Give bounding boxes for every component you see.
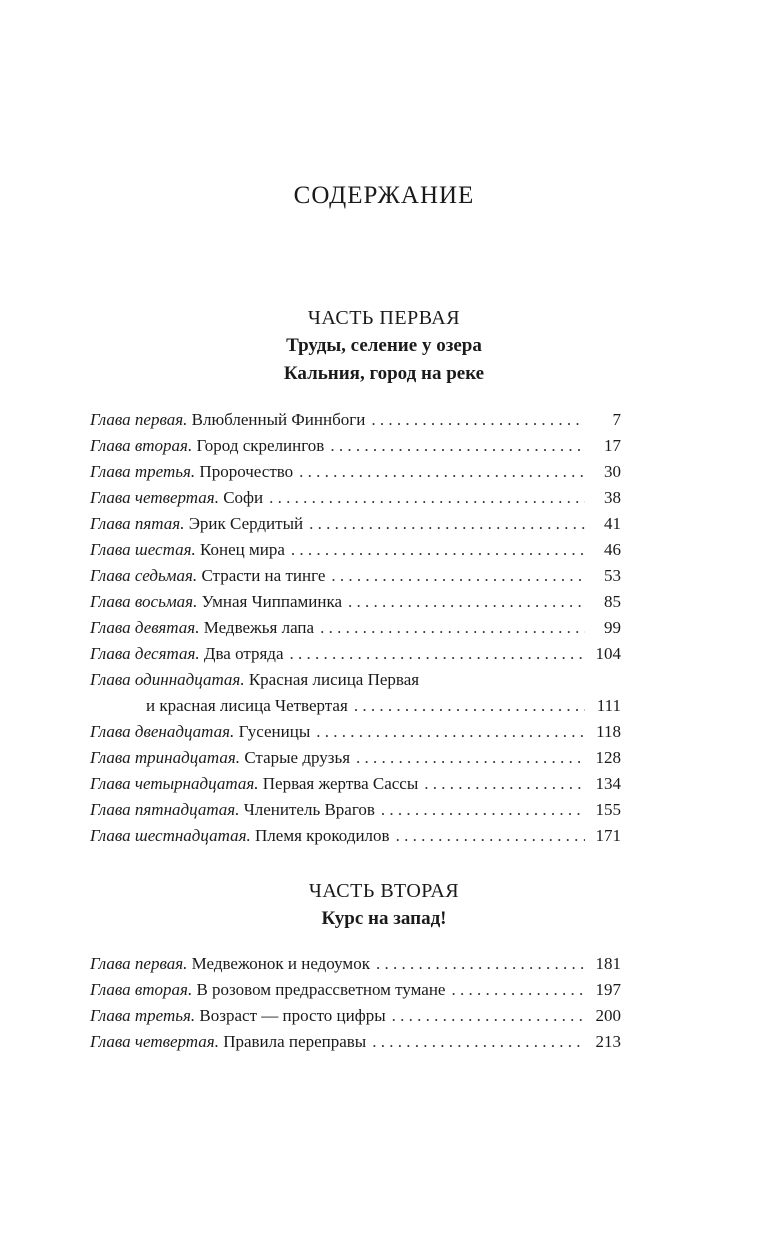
chapter-title: Два отряда bbox=[203, 644, 284, 663]
toc-entry[interactable] bbox=[90, 719, 621, 745]
dot-leader bbox=[291, 537, 585, 563]
page-number: 85 bbox=[604, 592, 621, 611]
page-number: 104 bbox=[595, 644, 621, 663]
toc-entry[interactable] bbox=[90, 485, 621, 511]
chapter-prefix: Глава вторая. bbox=[90, 436, 193, 455]
part-one-chapter-list bbox=[90, 407, 621, 849]
toc-entry[interactable] bbox=[90, 589, 621, 615]
toc-entry[interactable] bbox=[90, 771, 621, 797]
page-number: 7 bbox=[612, 410, 621, 429]
part-one-subtitle-2: Кальния, город на реке bbox=[283, 363, 485, 384]
chapter-title: Конец мира bbox=[200, 540, 285, 559]
toc-entry[interactable] bbox=[90, 977, 621, 1003]
chapter-prefix: Глава первая. bbox=[90, 954, 188, 973]
part-two-heading bbox=[0, 877, 768, 933]
chapter-prefix: Глава седьмая. bbox=[90, 566, 198, 585]
toc-entry[interactable] bbox=[90, 823, 621, 849]
dot-leader bbox=[348, 589, 585, 615]
chapter-prefix: Глава вторая. bbox=[90, 980, 193, 999]
chapter-prefix: Глава четырнадцатая. bbox=[90, 774, 259, 793]
dot-leader bbox=[309, 511, 585, 537]
chapter-title: Страсти на тинге bbox=[201, 566, 326, 585]
chapter-prefix: Глава девятая. bbox=[90, 618, 200, 637]
chapter-title: Гусеницы bbox=[238, 722, 311, 741]
dot-leader bbox=[354, 693, 585, 719]
chapter-title: Город скрелингов bbox=[196, 436, 325, 455]
toc-entry[interactable] bbox=[90, 537, 621, 563]
dot-leader bbox=[330, 433, 585, 459]
chapter-prefix: Глава восьмая. bbox=[90, 592, 198, 611]
chapter-title: В розовом предрассветном тумане bbox=[196, 980, 446, 999]
dot-leader bbox=[392, 1003, 585, 1029]
page-number: 30 bbox=[604, 462, 621, 481]
page-number: 128 bbox=[595, 748, 621, 767]
dot-leader bbox=[376, 951, 585, 977]
chapter-title: Медвежья лапа bbox=[203, 618, 315, 637]
part-one-label: ЧАСТЬ ПЕРВАЯ bbox=[307, 307, 461, 329]
chapter-title: Пророчество bbox=[199, 462, 294, 481]
page-number: 17 bbox=[604, 436, 621, 455]
dot-leader bbox=[290, 641, 586, 667]
chapter-title: Эрик Сердитый bbox=[188, 514, 304, 533]
part-two-label: ЧАСТЬ ВТОРАЯ bbox=[308, 880, 460, 902]
dot-leader bbox=[331, 563, 585, 589]
dot-leader bbox=[451, 977, 585, 1003]
chapter-title: Племя крокодилов bbox=[255, 826, 390, 845]
chapter-prefix: Глава тринадцатая. bbox=[90, 748, 241, 767]
chapter-title-continued: и красная лисица Четвертая bbox=[146, 696, 348, 715]
dot-leader bbox=[316, 719, 585, 745]
chapter-title: Возраст — просто цифры bbox=[199, 1006, 386, 1025]
page-number: 41 bbox=[604, 514, 621, 533]
page-number: 118 bbox=[596, 722, 621, 741]
toc-entry[interactable] bbox=[90, 1029, 621, 1055]
chapter-prefix: Глава десятая. bbox=[90, 644, 200, 663]
dot-leader bbox=[320, 615, 585, 641]
chapter-prefix: Глава одиннадцатая. bbox=[90, 670, 245, 689]
part-one-subtitle-1: Труды, селение у озера bbox=[286, 335, 482, 356]
chapter-title: Красная лисица Первая bbox=[248, 670, 420, 689]
toc-entry[interactable] bbox=[90, 407, 621, 433]
toc-entry[interactable] bbox=[90, 641, 621, 667]
chapter-title: Членитель Врагов bbox=[243, 800, 375, 819]
page-number: 155 bbox=[595, 800, 621, 819]
toc-entry[interactable] bbox=[90, 1003, 621, 1029]
chapter-title: Старые друзья bbox=[244, 748, 351, 767]
page-title: СОДЕРЖАНИЕ bbox=[293, 182, 475, 209]
page-number: 200 bbox=[595, 1006, 621, 1025]
page-number: 181 bbox=[595, 954, 621, 973]
dot-leader bbox=[372, 1029, 585, 1055]
page-number: 171 bbox=[595, 826, 621, 845]
page-number: 53 bbox=[604, 566, 621, 585]
page-number: 111 bbox=[596, 696, 621, 715]
toc-entry[interactable] bbox=[90, 951, 621, 977]
toc-entry[interactable] bbox=[90, 797, 621, 823]
toc-entry[interactable] bbox=[90, 433, 621, 459]
chapter-prefix: Глава первая. bbox=[90, 410, 188, 429]
toc-entry[interactable] bbox=[90, 511, 621, 537]
chapter-prefix: Глава пятнадцатая. bbox=[90, 800, 240, 819]
part-one-heading bbox=[0, 304, 768, 388]
chapter-prefix: Глава третья. bbox=[90, 1006, 196, 1025]
chapter-title: Первая жертва Сассы bbox=[262, 774, 419, 793]
dot-leader bbox=[396, 823, 585, 849]
dot-leader bbox=[269, 485, 585, 511]
chapter-prefix: Глава четвертая. bbox=[90, 488, 219, 507]
chapter-prefix: Глава третья. bbox=[90, 462, 196, 481]
toc-entry[interactable] bbox=[90, 667, 621, 719]
chapter-title: Влюбленный Финнбоги bbox=[191, 410, 366, 429]
part-two-chapter-list bbox=[90, 951, 621, 1055]
dot-leader bbox=[356, 745, 585, 771]
chapter-title: Медвежонок и недоумок bbox=[191, 954, 370, 973]
toc-entry[interactable] bbox=[90, 745, 621, 771]
chapter-prefix: Глава четвертая. bbox=[90, 1032, 219, 1051]
part-two-subtitle: Курс на запад! bbox=[321, 908, 447, 929]
chapter-prefix: Глава двенадцатая. bbox=[90, 722, 235, 741]
chapter-prefix: Глава пятая. bbox=[90, 514, 185, 533]
page-number: 99 bbox=[604, 618, 621, 637]
toc-entry[interactable] bbox=[90, 615, 621, 641]
page-number: 213 bbox=[595, 1032, 621, 1051]
chapter-title: Умная Чиппаминка bbox=[201, 592, 342, 611]
chapter-prefix: Глава шестнадцатая. bbox=[90, 826, 251, 845]
page-number: 38 bbox=[604, 488, 621, 507]
dot-leader bbox=[371, 407, 585, 433]
dot-leader bbox=[381, 797, 585, 823]
page-number: 46 bbox=[604, 540, 621, 559]
chapter-prefix: Глава шестая. bbox=[90, 540, 196, 559]
chapter-title: Правила переправы bbox=[223, 1032, 367, 1051]
chapter-title: Софи bbox=[223, 488, 264, 507]
toc-entry[interactable] bbox=[90, 459, 621, 485]
dot-leader bbox=[424, 771, 585, 797]
toc-entry[interactable] bbox=[90, 563, 621, 589]
page-number: 134 bbox=[595, 774, 621, 793]
page-number: 197 bbox=[595, 980, 621, 999]
dot-leader bbox=[299, 459, 585, 485]
